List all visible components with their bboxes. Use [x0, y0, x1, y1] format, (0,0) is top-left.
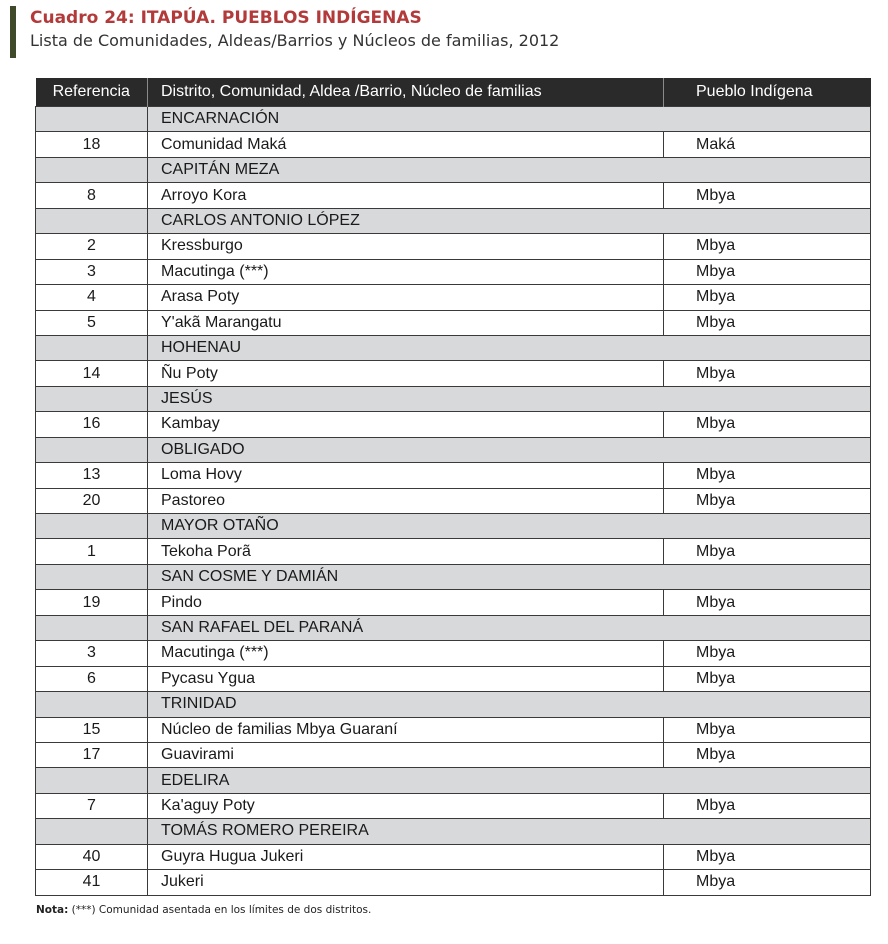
table-row — [36, 742, 871, 767]
pueblo-cell: Mbya — [664, 590, 871, 615]
district-ref-cell — [36, 615, 148, 640]
district-ref-cell — [36, 819, 148, 844]
district-ref-cell — [36, 107, 148, 132]
pueblo-cell: Mbya — [664, 285, 871, 310]
pueblo-cell: Mbya — [664, 412, 871, 437]
column-header-pueblo: Pueblo Indígena — [664, 78, 871, 107]
community-name-cell: Pastoreo — [148, 488, 664, 513]
community-name-cell: Y'akã Marangatu — [148, 310, 664, 335]
reference-cell: 40 — [36, 844, 148, 869]
pueblo-cell: Mbya — [664, 742, 871, 767]
reference-cell: 2 — [36, 234, 148, 259]
district-name: SAN COSME Y DAMIÁN — [148, 564, 871, 589]
footnote-text: (***) Comunidad asentada en los límites de dos distritos. — [68, 904, 372, 916]
reference-cell: 13 — [36, 463, 148, 488]
table-row — [36, 361, 871, 386]
reference-cell: 3 — [36, 259, 148, 284]
district-ref-cell — [36, 564, 148, 589]
table-row — [36, 539, 871, 564]
community-name-cell: Kambay — [148, 412, 664, 437]
table-row — [36, 310, 871, 335]
community-name-cell: Ka'aguy Poty — [148, 793, 664, 818]
table-row — [36, 285, 871, 310]
district-name: CAPITÁN MEZA — [148, 157, 871, 182]
community-name-cell: Guavirami — [148, 742, 664, 767]
district-row — [36, 514, 871, 539]
district-name: TRINIDAD — [148, 692, 871, 717]
community-name-cell: Kressburgo — [148, 234, 664, 259]
district-ref-cell — [36, 692, 148, 717]
table-row — [36, 666, 871, 691]
community-name-cell: Jukeri — [148, 870, 664, 895]
district-ref-cell — [36, 514, 148, 539]
reference-cell: 41 — [36, 870, 148, 895]
pueblo-cell: Mbya — [664, 259, 871, 284]
table-row — [36, 844, 871, 869]
district-row — [36, 819, 871, 844]
column-header-referencia: Referencia — [36, 78, 148, 107]
district-ref-cell — [36, 157, 148, 182]
pueblo-cell: Mbya — [664, 666, 871, 691]
pueblo-cell: Mbya — [664, 717, 871, 742]
reference-cell: 20 — [36, 488, 148, 513]
district-name: SAN RAFAEL DEL PARANÁ — [148, 615, 871, 640]
community-name-cell: Guyra Hugua Jukeri — [148, 844, 664, 869]
pueblo-cell: Mbya — [664, 793, 871, 818]
district-ref-cell — [36, 208, 148, 233]
reference-cell: 1 — [36, 539, 148, 564]
district-ref-cell — [36, 768, 148, 793]
table-row — [36, 870, 871, 895]
pueblo-cell: Mbya — [664, 310, 871, 335]
reference-cell: 18 — [36, 132, 148, 157]
reference-cell: 4 — [36, 285, 148, 310]
table-row — [36, 259, 871, 284]
district-name: HOHENAU — [148, 335, 871, 360]
community-name-cell: Tekoha Porã — [148, 539, 664, 564]
district-name: OBLIGADO — [148, 437, 871, 462]
reference-cell: 15 — [36, 717, 148, 742]
community-name-cell: Pycasu Ygua — [148, 666, 664, 691]
table-row — [36, 641, 871, 666]
page-title: Cuadro 24: ITAPÚA. PUEBLOS INDÍGENAS — [30, 8, 422, 28]
pueblo-cell: Mbya — [664, 183, 871, 208]
reference-cell: 5 — [36, 310, 148, 335]
page-subtitle: Lista de Comunidades, Aldeas/Barrios y Núcleos de familias, 2012 — [30, 31, 560, 50]
district-row — [36, 437, 871, 462]
table-row — [36, 412, 871, 437]
footnote-label: Nota: — [36, 904, 69, 916]
pueblo-cell: Mbya — [664, 488, 871, 513]
district-row — [36, 692, 871, 717]
district-name: EDELIRA — [148, 768, 871, 793]
community-name-cell: Comunidad Maká — [148, 132, 664, 157]
table-row — [36, 183, 871, 208]
table-row — [36, 793, 871, 818]
table-row — [36, 234, 871, 259]
table-body — [36, 107, 871, 896]
table-row — [36, 590, 871, 615]
reference-cell: 16 — [36, 412, 148, 437]
community-name-cell: Pindo — [148, 590, 664, 615]
district-row — [36, 564, 871, 589]
reference-cell: 6 — [36, 666, 148, 691]
pueblo-cell: Mbya — [664, 539, 871, 564]
district-ref-cell — [36, 437, 148, 462]
reference-cell: 17 — [36, 742, 148, 767]
district-row — [36, 107, 871, 132]
footnote — [36, 904, 371, 916]
pueblo-cell: Mbya — [664, 641, 871, 666]
reference-cell: 14 — [36, 361, 148, 386]
district-row — [36, 615, 871, 640]
table-row — [36, 463, 871, 488]
district-row — [36, 386, 871, 411]
reference-cell: 3 — [36, 641, 148, 666]
community-name-cell: Macutinga (***) — [148, 259, 664, 284]
reference-cell: 19 — [36, 590, 148, 615]
pueblo-cell: Mbya — [664, 463, 871, 488]
reference-cell: 7 — [36, 793, 148, 818]
title-block — [10, 6, 559, 58]
district-name: MAYOR OTAÑO — [148, 514, 871, 539]
community-name-cell: Macutinga (***) — [148, 641, 664, 666]
community-name-cell: Arasa Poty — [148, 285, 664, 310]
community-name-cell: Ñu Poty — [148, 361, 664, 386]
communities-table — [35, 78, 871, 896]
district-row — [36, 157, 871, 182]
district-row — [36, 208, 871, 233]
pueblo-cell: Mbya — [664, 234, 871, 259]
pueblo-cell: Mbya — [664, 361, 871, 386]
table-header — [36, 78, 871, 107]
community-name-cell: Loma Hovy — [148, 463, 664, 488]
pueblo-cell: Maká — [664, 132, 871, 157]
district-name: TOMÁS ROMERO PEREIRA — [148, 819, 871, 844]
district-ref-cell — [36, 335, 148, 360]
community-name-cell: Arroyo Kora — [148, 183, 664, 208]
district-ref-cell — [36, 386, 148, 411]
reference-cell: 8 — [36, 183, 148, 208]
column-header-distrito: Distrito, Comunidad, Aldea /Barrio, Núcleo de familias — [148, 78, 664, 107]
district-name: ENCARNACIÓN — [148, 107, 871, 132]
pueblo-cell: Mbya — [664, 870, 871, 895]
table-row — [36, 132, 871, 157]
district-name: CARLOS ANTONIO LÓPEZ — [148, 208, 871, 233]
district-row — [36, 768, 871, 793]
community-name-cell: Núcleo de familias Mbya Guaraní — [148, 717, 664, 742]
district-row — [36, 335, 871, 360]
pueblo-cell: Mbya — [664, 844, 871, 869]
district-name: JESÚS — [148, 386, 871, 411]
table-row — [36, 717, 871, 742]
table-row — [36, 488, 871, 513]
